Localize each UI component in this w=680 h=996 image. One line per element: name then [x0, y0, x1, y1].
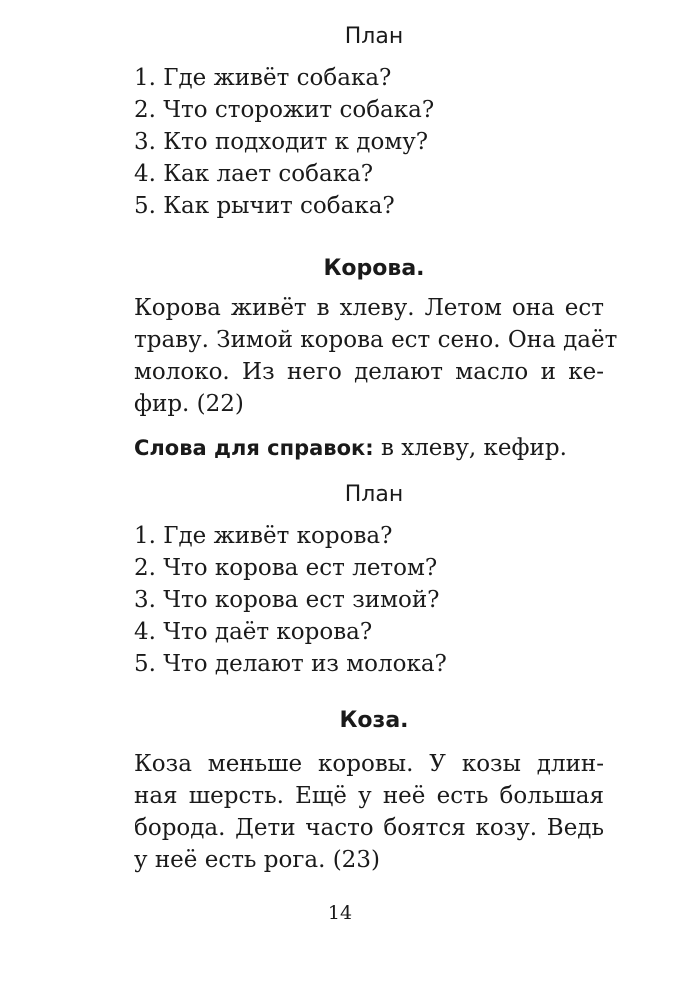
text-line: борода. Дети часто боятся козу. Ведь	[134, 815, 604, 841]
help-words	[134, 432, 567, 464]
list-item: 1. Где живёт корова?	[134, 523, 393, 549]
list-item: 1. Где живёт собака?	[134, 65, 392, 91]
text-line: траву. Зимой корова ест сено. Она даёт	[134, 327, 618, 353]
section-title: Коза.	[339, 708, 409, 733]
paragraph	[134, 748, 604, 876]
help-words-value: в хлеву, кефир.	[380, 435, 567, 461]
text-line: ная шерсть. Ещё у неё есть большая	[134, 783, 604, 809]
list-item: 2. Что сторожит собака?	[134, 97, 435, 123]
list-item: 5. Как рычит собака?	[134, 193, 395, 219]
text-line: Коза меньше коровы. У козы длин-	[134, 751, 604, 777]
list-item: 3. Что корова ест зимой?	[134, 587, 440, 613]
help-label: Слова для справок:	[134, 436, 374, 460]
paragraph	[134, 292, 618, 420]
plan-list	[134, 520, 447, 680]
list-item: 5. Что делают из молока?	[134, 651, 447, 677]
page-number: 14	[327, 902, 353, 924]
list-item: 4. Что даёт корова?	[134, 619, 373, 645]
plan-heading: План	[344, 24, 404, 49]
text-line: у неё есть рога. (23)	[134, 847, 380, 873]
text-line: молоко. Из него делают масло и ке-	[134, 359, 604, 385]
plan-list	[134, 62, 434, 222]
list-item: 2. Что корова ест летом?	[134, 555, 438, 581]
plan-heading: План	[344, 482, 404, 507]
section-title: Корова.	[323, 256, 425, 281]
text-line: Корова живёт в хлеву. Летом она ест	[134, 295, 604, 321]
list-item: 4. Как лает собака?	[134, 161, 374, 187]
text-line: фир. (22)	[134, 391, 244, 417]
list-item: 3. Кто подходит к дому?	[134, 129, 429, 155]
